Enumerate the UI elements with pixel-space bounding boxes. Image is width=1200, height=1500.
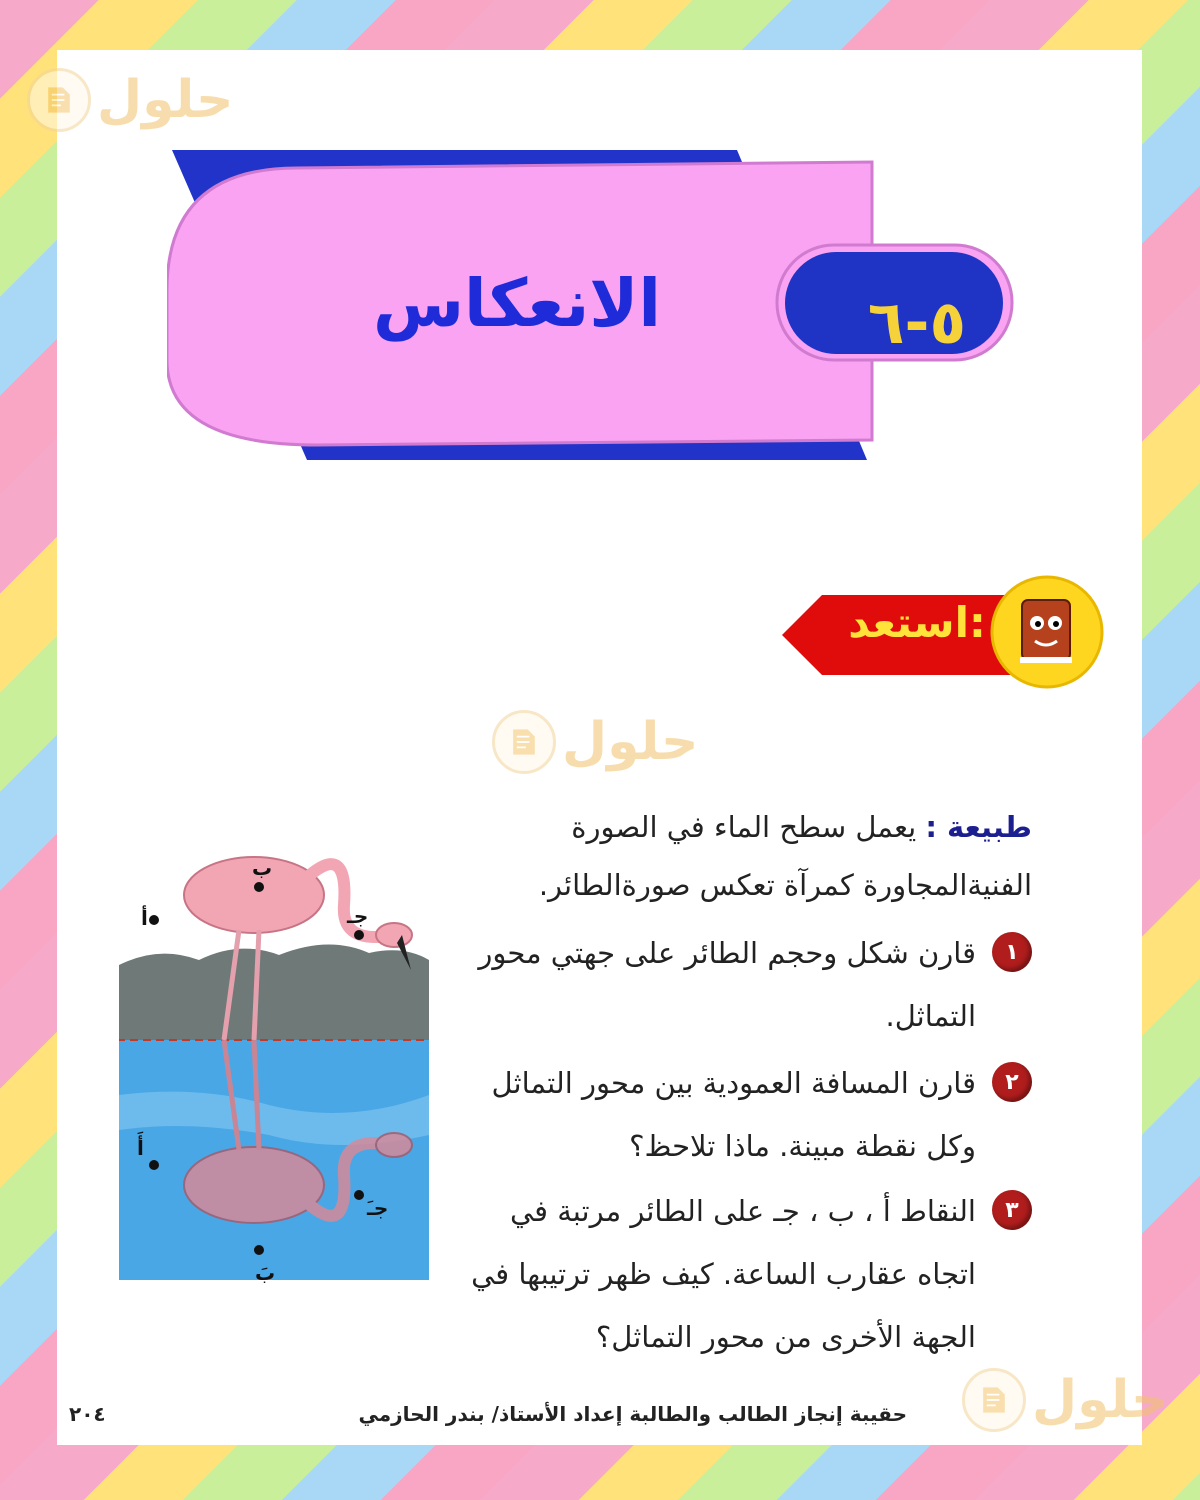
intro-keyword: طبيعة :: [925, 810, 1032, 844]
label-c-reflected: جـَ: [367, 1196, 389, 1220]
footer-credit: حقيبة إنجاز الطالب والطالبة إعداد الأستاذ/ بندر الحازمي: [358, 1402, 907, 1426]
flamingo-reflection-figure: [119, 795, 429, 1285]
question-number-badge: ٢: [992, 1062, 1032, 1102]
question-text: قارن شكل وحجم الطائر على جهتي محور التماثل.: [478, 936, 976, 1033]
page-number: ٢٠٤: [69, 1402, 106, 1426]
intro-line-2: الفنيةالمجاورة كمرآة تعكس صورةالطائر.: [538, 868, 1032, 902]
question-number-badge: ١: [992, 932, 1032, 972]
book-logo-icon: [492, 710, 556, 774]
watermark: حلول: [27, 68, 233, 132]
question-text: النقاط أ ، ب ، جـ على الطائر مرتبة في اتجاه عقارب الساعة. كيف ظهر ترتيبها في الجهة الأخرى من محور التماثل؟: [471, 1194, 976, 1354]
question-2: [457, 1052, 1032, 1178]
intro-paragraph: [527, 798, 1032, 914]
book-logo-icon: [962, 1368, 1026, 1432]
question-1: [457, 922, 1032, 1048]
lesson-number: ٥-٦: [867, 288, 967, 358]
question-text: قارن المسافة العمودية بين محور التماثل وكل نقطة مبينة. ماذا تلاحظ؟: [491, 1066, 976, 1163]
watermark: حلول: [492, 710, 698, 774]
label-a-reflected: أَ: [137, 1136, 144, 1160]
question-number-badge: ٣: [992, 1190, 1032, 1230]
label-a: أ: [141, 906, 148, 930]
ready-label: استعد:: [848, 598, 986, 647]
label-b-reflected: بَ: [255, 1261, 276, 1285]
lesson-title: الانعكاس: [372, 265, 662, 342]
intro-line-1: يعمل سطح الماء في الصورة: [571, 810, 917, 844]
watermark: حلول: [962, 1368, 1168, 1432]
label-b: ب: [252, 856, 273, 880]
page: [57, 50, 1169, 1445]
question-3: [457, 1180, 1032, 1369]
label-c: جـ: [347, 904, 369, 928]
book-logo-icon: [27, 68, 91, 132]
book-mascot-icon: [1020, 600, 1072, 663]
